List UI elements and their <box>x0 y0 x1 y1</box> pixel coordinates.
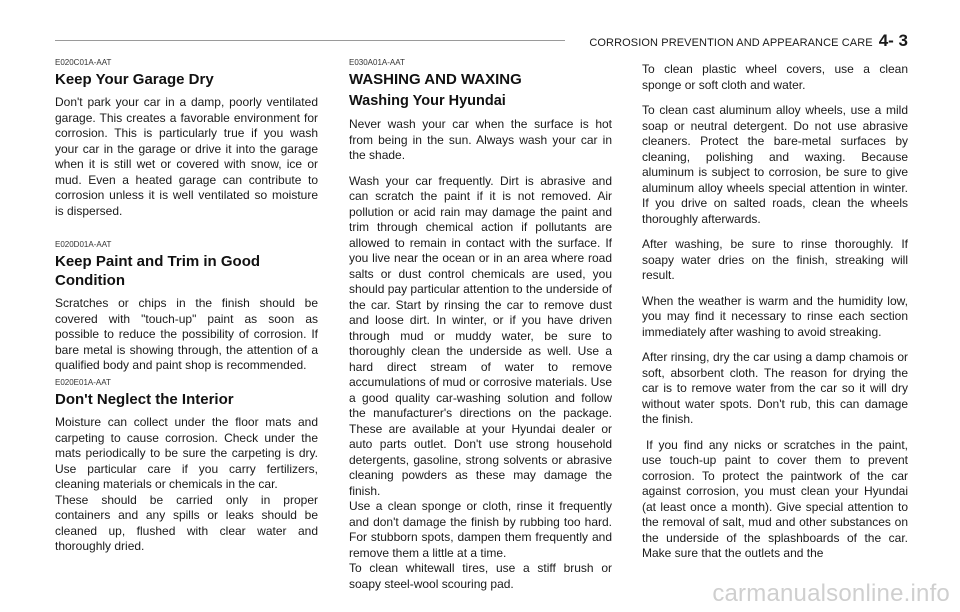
section-heading: WASHING AND WAXING <box>349 71 522 88</box>
section-heading: Keep Your Garage Dry <box>55 71 214 88</box>
section-body: Moisture can collect under the floor mats and carpeting to cause corrosion. Check under the mats periodically to be sure the carpeting is dry. Use particular care if you carry fertilizers, cleaning materials or chemicals in the car. <box>55 415 318 491</box>
paragraph: After washing, be sure to rinse thoroughly. If soapy water dries on the finish, streaking will result. <box>642 237 908 282</box>
section-paint-trim <box>55 240 318 374</box>
page-number: 4- 3 <box>878 31 908 50</box>
section-heading: Keep Paint and Trim in Good Condition <box>55 253 261 289</box>
paragraph: If you find any nicks or scratches in the paint, use touch-up paint to cover them to prevent corrosion. To protect the paintwork of the car against corrosion, you must clean your Hyundai (at least once a month). Give special attention to the removal of salt, mud and other substances on the underside of the splashboards of the car. Make sure that the outlets and the <box>642 437 908 560</box>
section-code: E020E01A-AAT <box>55 378 111 387</box>
paragraph: After rinsing, dry the car using a damp chamois or soft, absorbent cloth. The reason for drying the car is to remove water from the car so it will dry without water spots. Don't rub, this can damage the finish. <box>642 350 908 426</box>
section-body: Scratches or chips in the finish should be covered with "touch-up" paint as soon as possible to reduce the possibility of corrosion. If bare metal is showing through, the attention of a qualified body and paint shop is recommended. <box>55 296 318 372</box>
watermark: carmanualsonline.info <box>712 580 950 607</box>
paragraph: To clean cast aluminum alloy wheels, use a mild soap or neutral detergent. Do not use abrasive cleaners. Protect the bare-metal surfaces by cleaning, polishing and waxing. Because aluminum is subject to corrosion, be sure to give aluminum alloy wheels special attention in winter. If you drive on salted roads, clean the wheels thoroughly afterwards. <box>642 103 908 226</box>
section-code: E020D01A-AAT <box>55 240 112 249</box>
column-middle <box>349 58 612 592</box>
paragraph: Wash your car frequently. Dirt is abrasive and can scratch the paint if it is not removed. Air pollution or acid rain may damage the paint and trim through chemical action if pollutants are allowed to remain in contact with the surface. If you live near the ocean or in an area where road salts or dust control chemicals are used, you should pay particular attention to the underside of the car. Start by rinsing the car to remove dust and loose dirt. In winter, or if you have driven through mud or muddy water, be sure to thoroughly clean the underside as well. Use a hard direct stream of water to remove accumulations of mud or corrosive materials. Use a good quality car-washing solution and follow the manufacturer's directions on the package. These are available at your Hyundai dealer or auto parts outlet. Don't use strong household detergents, gasoline, strong solvents or abrasive cleaning powders as these may damage the finish. <box>349 173 612 498</box>
paragraph: Never wash your car when the surface is hot from being in the sun. Always wash your car in the shade. <box>349 117 612 162</box>
section-subheading: Washing Your Hyundai <box>349 93 506 109</box>
section-heading: Don't Neglect the Interior <box>55 391 234 408</box>
column-right <box>642 62 908 562</box>
header-rule <box>55 40 565 41</box>
section-code: E030A01A-AAT <box>349 58 405 67</box>
chapter-title: CORROSION PREVENTION AND APPEARANCE CARE <box>589 37 873 49</box>
paragraph: To clean plastic wheel covers, use a clean sponge or soft cloth and water. <box>642 62 908 92</box>
paragraph: Use a clean sponge or cloth, rinse it frequently and don't damage the finish by rubbing too hard. For stubborn spots, dampen them frequently and remove them a little at a time. <box>349 499 612 560</box>
paragraph: When the weather is warm and the humidity low, you may find it necessary to rinse each section immediately after washing to avoid streaking. <box>642 293 908 339</box>
paragraph: To clean whitewall tires, use a stiff brush or soapy steel-wool scouring pad. <box>349 561 612 591</box>
section-body-continued: These should be carried only in proper containers and any spills or leaks should be cleaned up, flushed with clear water and thoroughly dried. <box>55 492 318 553</box>
section-code: E020C01A-AAT <box>55 58 112 67</box>
section-body: Don't park your car in a damp, poorly ventilated garage. This creates a favorable environment for corrosion. This is particularly true if you wash your car in the garage or drive it into the garage when it is still wet or covered with snow, ice or mud. Even a heated garage can contribute to corrosion unless it is well ventilated so moisture is dispersed. <box>55 95 318 218</box>
section-interior <box>55 378 318 555</box>
page-header <box>589 31 908 51</box>
section-garage <box>55 58 318 219</box>
